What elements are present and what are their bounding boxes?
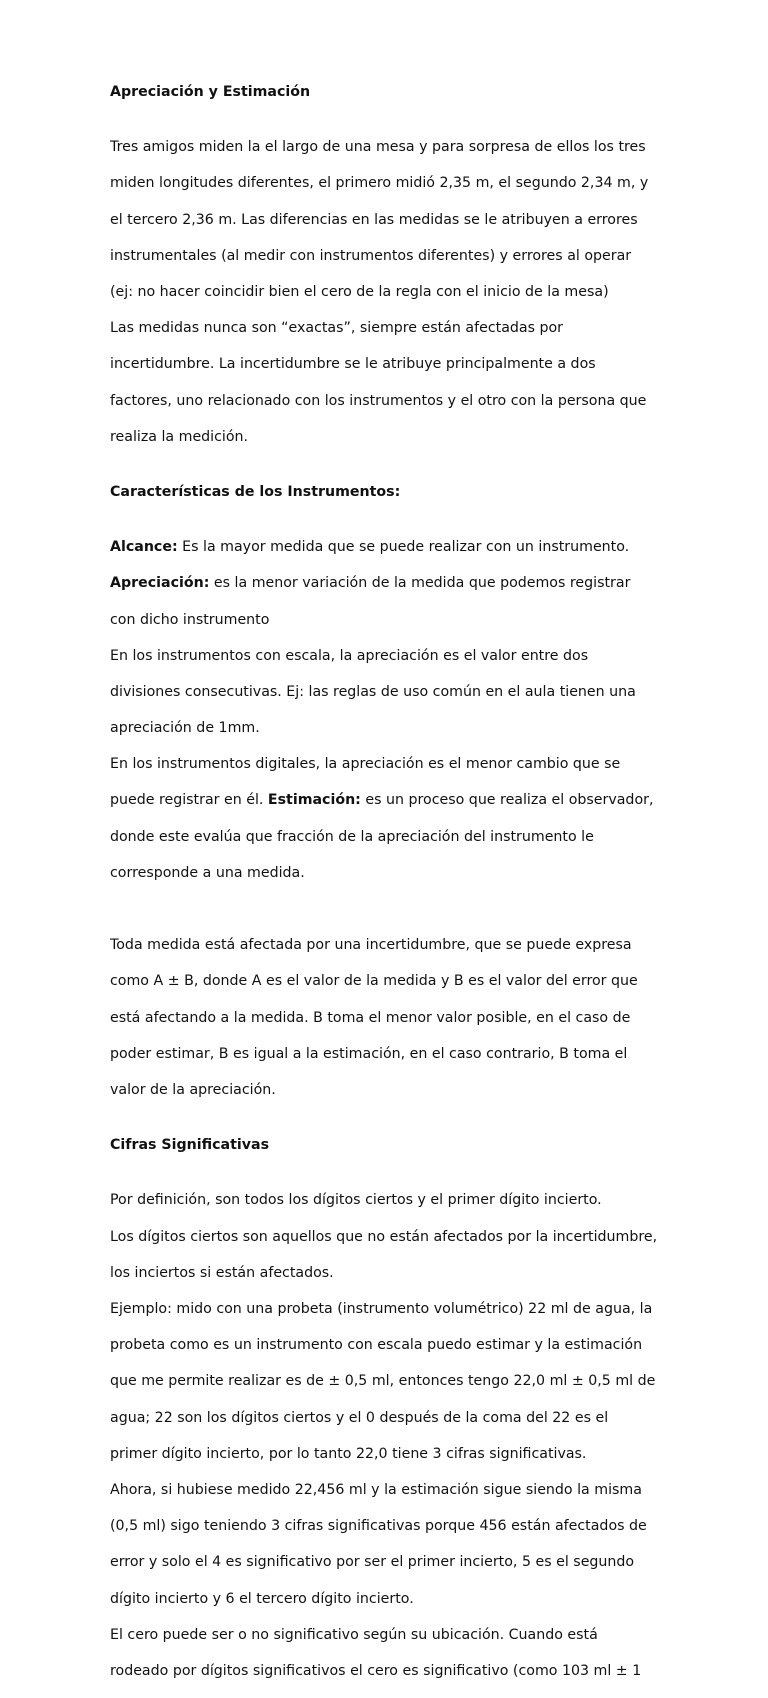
paragraph-caracteristicas	[110, 520, 654, 900]
text-line	[110, 538, 650, 556]
text-line: agua; 22 son los dígitos ciertos y el 0 después de la coma del 22 es el	[110, 1409, 609, 1426]
text-line: rodeado por dígitos significativos el cero es significativo (como 103 ml ± 1	[110, 1662, 642, 1679]
term-alcance: Alcance:	[110, 539, 178, 556]
text-line: divisiones consecutivas. Ej: las reglas de uso común en el aula tienen una	[110, 683, 636, 700]
paragraph-incertidumbre	[110, 918, 650, 1117]
text-line: factores, uno relacionado con los instrumentos y el otro con la persona que	[110, 392, 647, 409]
estimacion-prefix: puede registrar en él.	[110, 792, 268, 809]
text-line	[110, 574, 650, 592]
text-line: (ej: no hacer coincidir bien el cero de la regla con el inicio de la mesa)	[110, 283, 609, 300]
text-line: Ejemplo: mido con una probeta (instrumento volumétrico) 22 ml de agua, la	[110, 1301, 653, 1317]
text-line: realiza la medición.	[110, 428, 249, 445]
text-line: El cero puede ser o no significativo según su ubicación. Cuando está	[110, 1626, 598, 1643]
term-estimacion: Estimación:	[267, 792, 361, 809]
text-line: como A ± B, donde A es el valor de la medida y B es el valor del error que	[110, 973, 638, 990]
text-line: error y solo el 4 es significativo por ser el primer incierto, 5 es el segundo	[110, 1554, 635, 1571]
heading-apreciacion-estimacion: Apreciación y Estimación	[110, 84, 311, 100]
text-line	[110, 791, 654, 809]
text-line: Toda medida está afectada por una incertidumbre, que se puede expresa	[110, 937, 632, 954]
document-page	[110, 82, 658, 1698]
definition-estimacion: es un proceso que realiza el observador,	[360, 792, 654, 809]
text-line: el tercero 2,36 m. Las diferencias en las medidas se le atribuyen a errores	[110, 211, 638, 228]
term-apreciacion: Apreciación:	[110, 575, 210, 592]
text-line: con dicho instrumento	[110, 611, 270, 628]
text-line: está afectando a la medida. B toma el menor valor posible, en el caso de	[110, 1009, 631, 1026]
text-line: En los instrumentos con escala, la apreciación es el valor entre dos	[110, 647, 589, 664]
text-line: Tres amigos miden la el largo de una mesa y para sorpresa de ellos los tres	[110, 139, 646, 156]
text-line: Por definición, son todos los dígitos ciertos y el primer dígito incierto.	[110, 1192, 602, 1209]
text-line: primer dígito incierto, por lo tanto 22,0 tiene 3 cifras significativas.	[110, 1445, 587, 1462]
text-line: En los instrumentos digitales, la apreciación es el menor cambio que se	[110, 756, 621, 773]
text-line: valor de la apreciación.	[110, 1081, 276, 1098]
text-line: apreciación de 1mm.	[110, 720, 260, 737]
paragraph-intro	[110, 120, 650, 464]
text-line: Ahora, si hubiese medido 22,456 ml y la estimación sigue siendo la misma	[110, 1481, 642, 1498]
text-line: donde este evalúa que fracción de la apreciación del instrumento le	[110, 828, 594, 845]
definition-apreciacion: es la menor variación de la medida que podemos registrar	[209, 575, 631, 592]
text-line: (0,5 ml) sigo teniendo 3 cifras significativas porque 456 están afectados de	[110, 1518, 647, 1535]
text-line: instrumentales (al medir con instrumentos diferentes) y errores al operar	[110, 247, 632, 264]
heading-caracteristicas: Características de los Instrumentos:	[110, 483, 401, 500]
text-line: corresponde a una medida.	[110, 864, 305, 881]
definition-alcance: Es la mayor medida que se puede realizar con un instrumento.	[177, 539, 630, 556]
heading-cifras-significativas: Cifras Significativas	[110, 1137, 270, 1154]
text-line: poder estimar, B es igual a la estimación, en el caso contrario, B toma el	[110, 1045, 628, 1062]
text-line: Los dígitos ciertos son aquellos que no están afectados por la incertidumbre,	[110, 1228, 658, 1245]
text-line: probeta como es un instrumento con escala puedo estimar y la estimación	[110, 1337, 643, 1354]
text-line: miden longitudes diferentes, el primero midió 2,35 m, el segundo 2,34 m, y	[110, 175, 649, 192]
text-line: Las medidas nunca son “exactas”, siempre están afectadas por	[110, 320, 564, 337]
paragraph-cifras	[110, 1173, 658, 1698]
text-line: los inciertos si están afectados.	[110, 1264, 334, 1281]
text-line: que me permite realizar es de ± 0,5 ml, entonces tengo 22,0 ml ± 0,5 ml de	[110, 1373, 656, 1390]
text-line: dígito incierto y 6 el tercero dígito incierto.	[110, 1590, 414, 1607]
text-line: incertidumbre. La incertidumbre se le atribuye principalmente a dos	[110, 356, 596, 373]
